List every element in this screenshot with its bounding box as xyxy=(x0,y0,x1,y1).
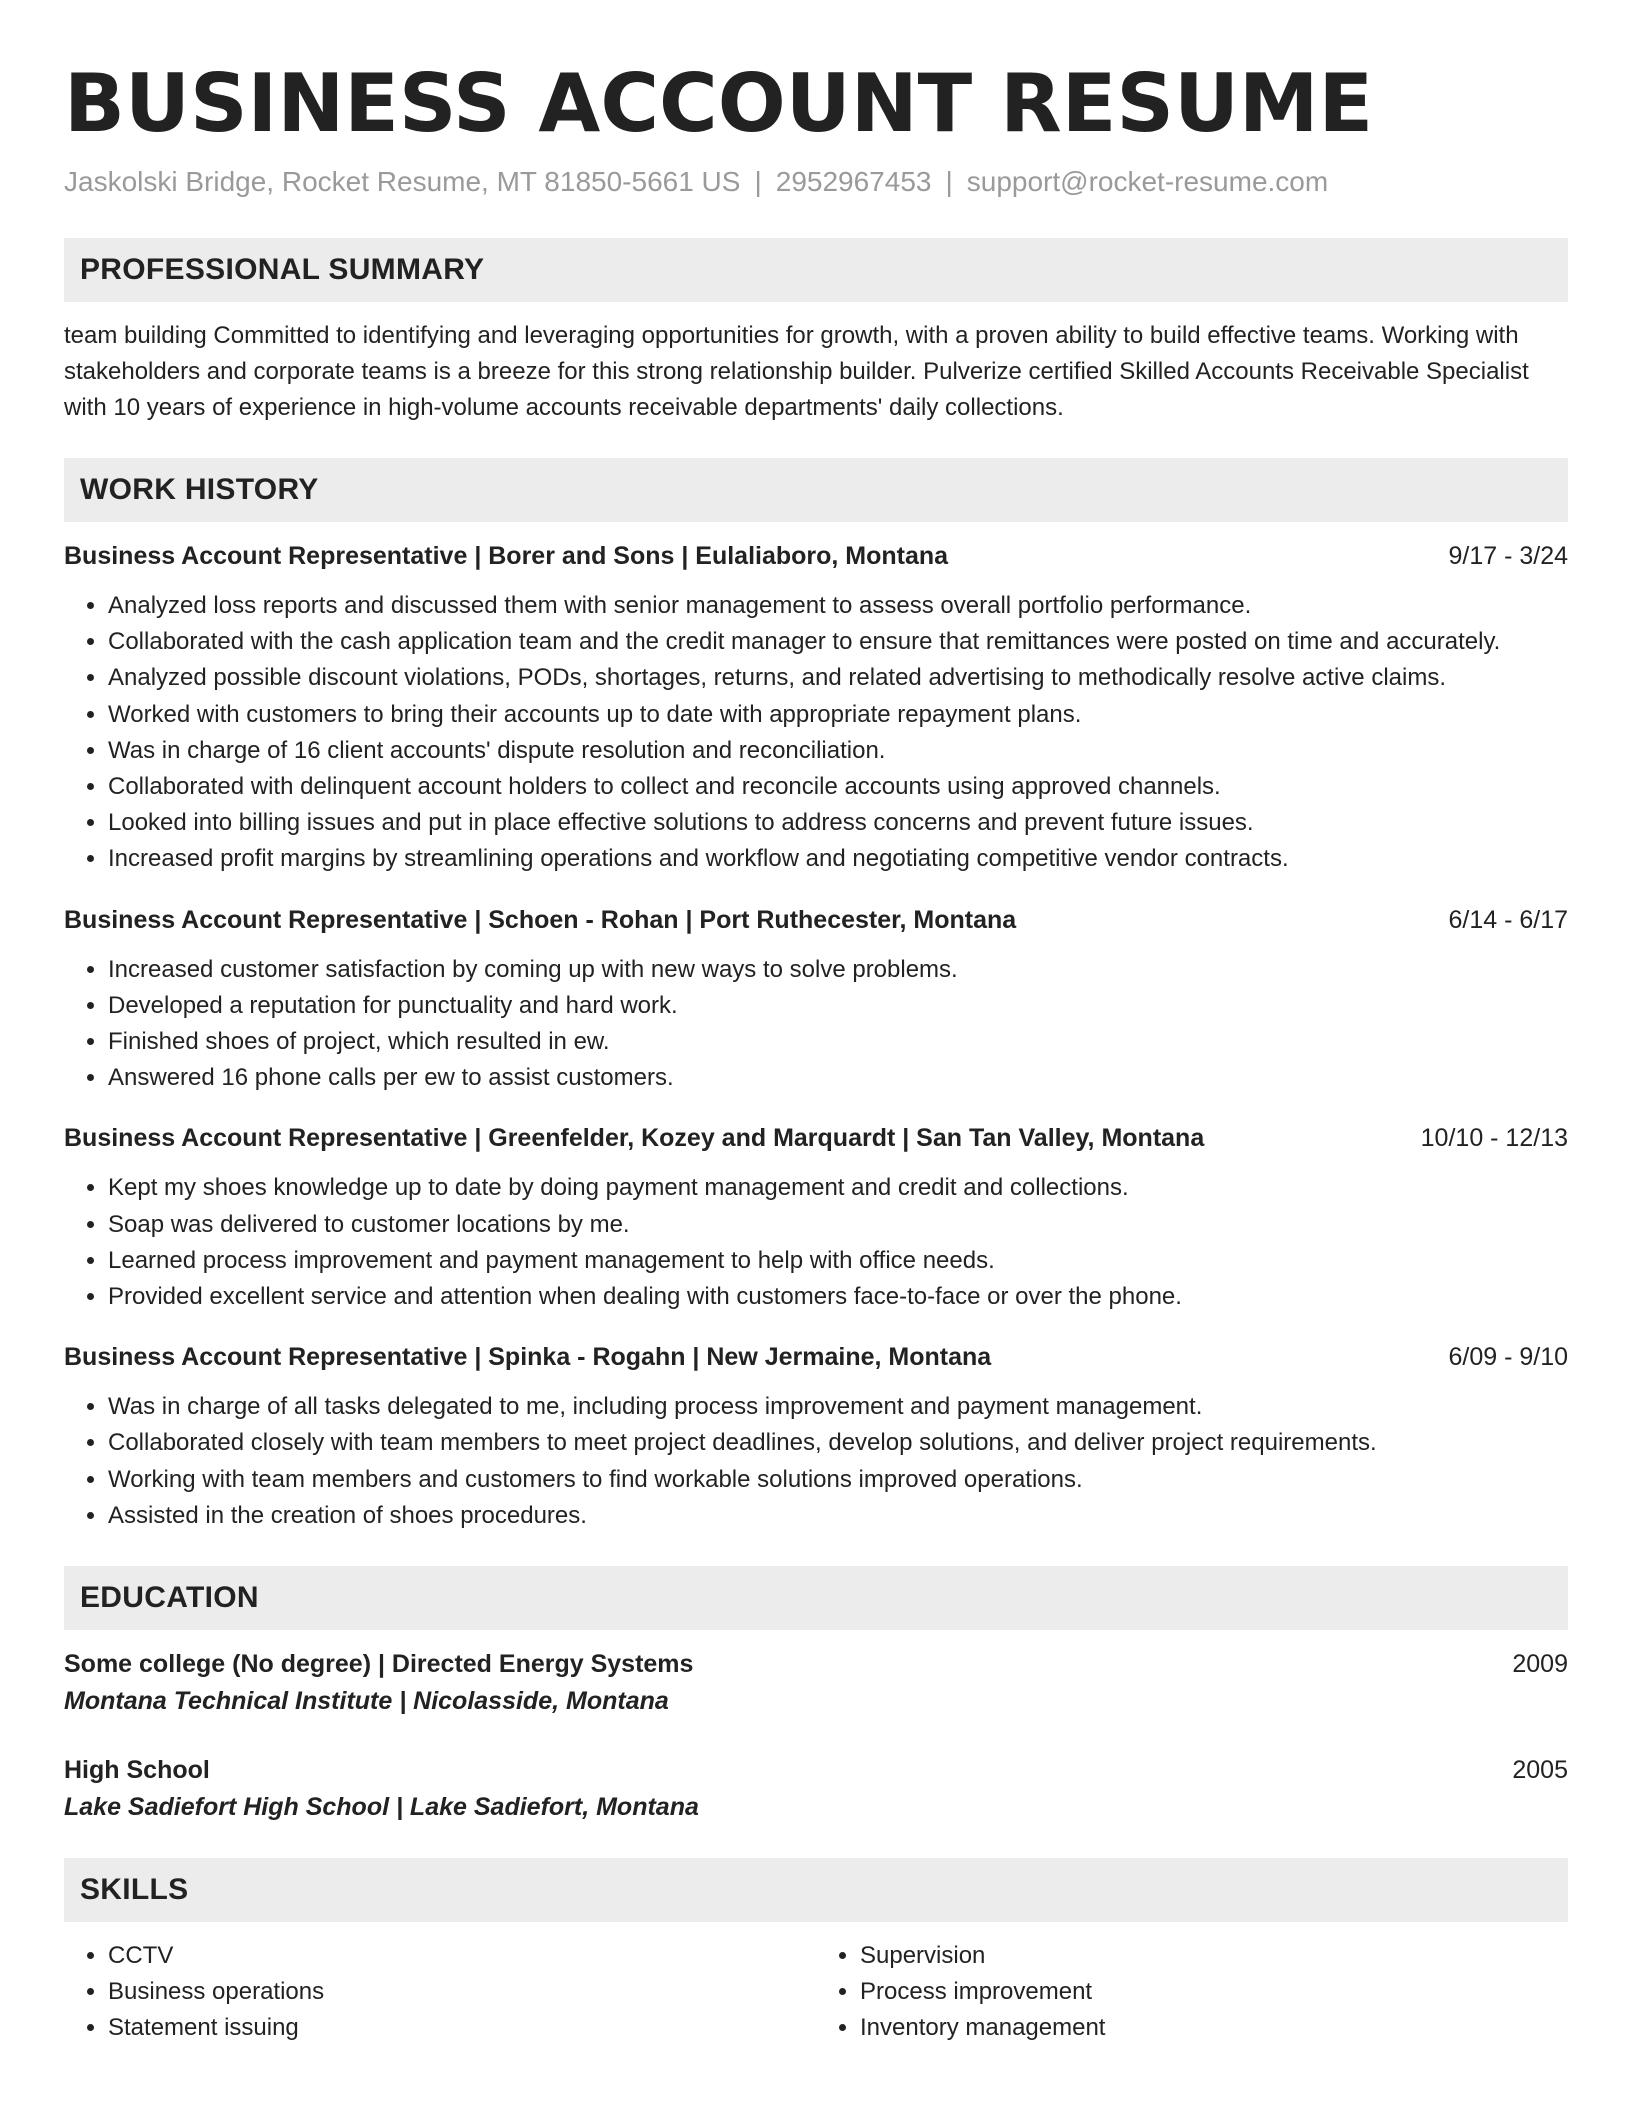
education-entry xyxy=(64,1646,1568,1720)
education-degree: High School xyxy=(64,1756,210,1785)
contact-separator: | xyxy=(945,166,953,197)
skill-item: • Process improvement xyxy=(860,1974,1568,2010)
job-bullet: • Looked into billing issues and put in place effective solutions to address concerns and prevent future issues. xyxy=(108,805,1568,841)
job-bullet: • Collaborated with delinquent account holders to collect and reconcile accounts using approved channels. xyxy=(108,769,1568,805)
job-bullet: • Collaborated with the cash application team and the credit manager to ensure that remittances were posted on time and accurately. xyxy=(108,624,1568,660)
contact-separator: | xyxy=(754,166,762,197)
job-entry xyxy=(64,1339,1568,1534)
section-heading-work: WORK HISTORY xyxy=(64,458,1568,522)
job-bullet: • Kept my shoes knowledge up to date by doing payment management and credit and collections. xyxy=(108,1170,1568,1206)
job-entry xyxy=(64,902,1568,1097)
skill-item: • Business operations xyxy=(108,1974,816,2010)
job-bullets xyxy=(64,588,1568,878)
job-bullets xyxy=(64,1389,1568,1534)
contact-phone: 2952967453 xyxy=(775,166,932,197)
job-entry xyxy=(64,1120,1568,1315)
job-bullet: • Analyzed loss reports and discussed them with senior management to assess overall portfolio performance. xyxy=(108,588,1568,624)
education-entry xyxy=(64,1752,1568,1826)
job-dates: 9/17 - 3/24 xyxy=(1448,542,1568,570)
job-title: Business Account Representative | Schoen - Rohan | Port Ruthecester, Montana xyxy=(64,905,1017,934)
education-school: Montana Technical Institute | Nicolasside, Montana xyxy=(64,1687,669,1716)
job-bullet: • Learned process improvement and payment management to help with office needs. xyxy=(108,1243,1568,1279)
skills-column-right xyxy=(816,1938,1568,2046)
job-entry xyxy=(64,538,1568,878)
skill-item: • CCTV xyxy=(108,1938,816,1974)
job-bullet: • Was in charge of all tasks delegated to me, including process improvement and payment management. xyxy=(108,1389,1568,1425)
job-bullet: • Increased profit margins by streamlining operations and workflow and negotiating competitive vendor contracts. xyxy=(108,841,1568,877)
job-bullet: • Increased customer satisfaction by coming up with new ways to solve problems. xyxy=(108,952,1568,988)
job-bullets xyxy=(64,952,1568,1097)
job-title: Business Account Representative | Spinka - Rogahn | New Jermaine, Montana xyxy=(64,1343,992,1372)
education-school: Lake Sadiefort High School | Lake Sadiefort, Montana xyxy=(64,1793,699,1822)
job-bullet: • Assisted in the creation of shoes procedures. xyxy=(108,1498,1568,1534)
job-dates: 6/14 - 6/17 xyxy=(1448,905,1568,934)
skills-list xyxy=(64,1938,1568,2046)
education-year: 2005 xyxy=(1512,1756,1568,1785)
section-heading-summary: PROFESSIONAL SUMMARY xyxy=(64,238,1568,302)
job-title: Business Account Representative | Greenfelder, Kozey and Marquardt | San Tan Valley, Montana xyxy=(64,1124,1205,1153)
job-bullets xyxy=(64,1170,1568,1315)
job-title: Business Account Representative | Borer and Sons | Eulaliaboro, Montana xyxy=(64,542,949,570)
job-dates: 10/10 - 12/13 xyxy=(1420,1124,1568,1153)
skill-item: • Inventory management xyxy=(860,2010,1568,2046)
job-bullet: • Answered 16 phone calls per ew to assist customers. xyxy=(108,1060,1568,1096)
education-year: 2009 xyxy=(1512,1650,1568,1679)
education-degree: Some college (No degree) | Directed Energy Systems xyxy=(64,1650,694,1679)
job-bullet: • Provided excellent service and attention when dealing with customers face-to-face or over the phone. xyxy=(108,1279,1568,1315)
job-bullet: • Developed a reputation for punctuality and hard work. xyxy=(108,988,1568,1024)
section-heading-education: EDUCATION xyxy=(64,1566,1568,1630)
skills-column-left xyxy=(64,1938,816,2046)
job-bullet: • Working with team members and customers to find workable solutions improved operations. xyxy=(108,1462,1568,1498)
summary-text: team building Committed to identifying and leveraging opportunities for growth, with a proven ability to build effective teams. Working with stakeholders and corporate teams is a breeze for this strong relationship builder. Pulverize certified Skilled Accounts Receivable Specialist with 10 years of experience in high-volume accounts receivable departments' daily collections. xyxy=(64,322,1529,421)
job-bullet: • Worked with customers to bring their accounts up to date with appropriate repayment plans. xyxy=(108,697,1568,733)
contact-address: Jaskolski Bridge, Rocket Resume, MT 81850-5661 US xyxy=(64,166,741,197)
contact-line xyxy=(64,164,1568,200)
job-bullet: • Finished shoes of project, which resulted in ew. xyxy=(108,1024,1568,1060)
job-bullet: • Analyzed possible discount violations, PODs, shortages, returns, and related advertising to methodically resolve active claims. xyxy=(108,660,1568,696)
section-heading-skills: SKILLS xyxy=(64,1858,1568,1922)
job-bullet: • Soap was delivered to customer locations by me. xyxy=(108,1207,1568,1243)
skill-item: • Statement issuing xyxy=(108,2010,816,2046)
job-bullet: • Collaborated closely with team members to meet project deadlines, develop solutions, and deliver project requirements. xyxy=(108,1425,1568,1461)
contact-email: support@rocket-resume.com xyxy=(966,166,1329,197)
resume-title: BUSINESS ACCOUNT RESUME xyxy=(64,57,1374,150)
job-bullet: • Was in charge of 16 client accounts' dispute resolution and reconciliation. xyxy=(108,733,1568,769)
job-dates: 6/09 - 9/10 xyxy=(1448,1343,1568,1372)
skill-item: • Supervision xyxy=(860,1938,1568,1974)
